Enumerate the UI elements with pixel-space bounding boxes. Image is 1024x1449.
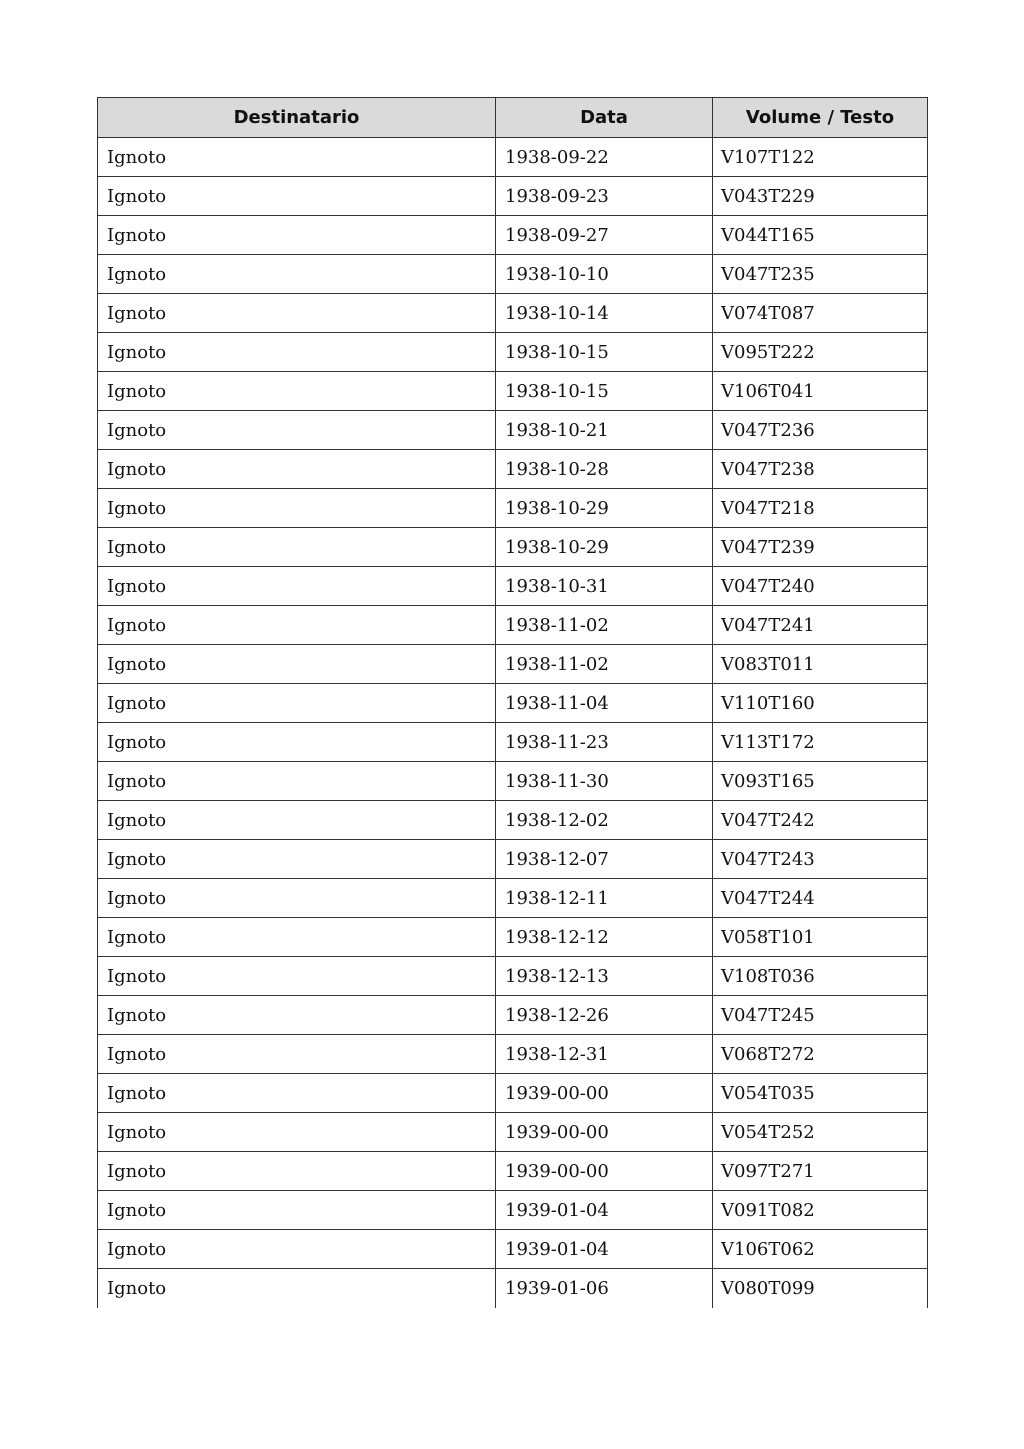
cell-data: 1938-09-27: [496, 216, 713, 255]
cell-destinatario: Ignoto: [98, 645, 496, 684]
table-row: [98, 528, 928, 567]
cell-volume-testo: V108T036: [713, 957, 928, 996]
cell-data: 1939-00-00: [496, 1152, 713, 1191]
cell-volume-testo: V047T242: [713, 801, 928, 840]
cell-volume-testo: V068T272: [713, 1035, 928, 1074]
cell-volume-testo: V110T160: [713, 684, 928, 723]
table-row: [98, 255, 928, 294]
table-row: [98, 411, 928, 450]
cell-destinatario: Ignoto: [98, 1230, 496, 1269]
cell-data: 1938-10-29: [496, 489, 713, 528]
cell-destinatario: Ignoto: [98, 957, 496, 996]
column-header-volume-testo: Volume / Testo: [713, 98, 928, 138]
cell-destinatario: Ignoto: [98, 216, 496, 255]
cell-data: 1938-10-31: [496, 567, 713, 606]
cell-destinatario: Ignoto: [98, 333, 496, 372]
cell-destinatario: Ignoto: [98, 606, 496, 645]
column-header-data: Data: [496, 98, 713, 138]
cell-data: 1938-10-21: [496, 411, 713, 450]
cell-volume-testo: V093T165: [713, 762, 928, 801]
cell-data: 1938-12-13: [496, 957, 713, 996]
cell-volume-testo: V106T041: [713, 372, 928, 411]
cell-volume-testo: V047T218: [713, 489, 928, 528]
cell-destinatario: Ignoto: [98, 411, 496, 450]
cell-volume-testo: V047T241: [713, 606, 928, 645]
table-row: [98, 1191, 928, 1230]
cell-destinatario: Ignoto: [98, 1152, 496, 1191]
cell-data: 1939-00-00: [496, 1113, 713, 1152]
cell-volume-testo: V074T087: [713, 294, 928, 333]
table-row: [98, 879, 928, 918]
cell-volume-testo: V047T236: [713, 411, 928, 450]
cell-volume-testo: V083T011: [713, 645, 928, 684]
table-row: [98, 684, 928, 723]
cell-volume-testo: V091T082: [713, 1191, 928, 1230]
cell-data: 1938-10-29: [496, 528, 713, 567]
cell-volume-testo: V047T244: [713, 879, 928, 918]
cell-data: 1938-12-31: [496, 1035, 713, 1074]
cell-destinatario: Ignoto: [98, 879, 496, 918]
cell-data: 1939-01-06: [496, 1269, 713, 1308]
table-row: [98, 1230, 928, 1269]
cell-volume-testo: V058T101: [713, 918, 928, 957]
cell-destinatario: Ignoto: [98, 684, 496, 723]
cell-volume-testo: V054T035: [713, 1074, 928, 1113]
cell-data: 1938-11-30: [496, 762, 713, 801]
table-row: [98, 1152, 928, 1191]
cell-destinatario: Ignoto: [98, 138, 496, 177]
table-row: [98, 996, 928, 1035]
cell-data: 1938-12-26: [496, 996, 713, 1035]
cell-data: 1938-12-02: [496, 801, 713, 840]
table-row: [98, 1074, 928, 1113]
table-row: [98, 1113, 928, 1152]
cell-data: 1938-10-28: [496, 450, 713, 489]
cell-volume-testo: V047T238: [713, 450, 928, 489]
table-header-row: [98, 98, 928, 138]
table-row: [98, 489, 928, 528]
cell-volume-testo: V047T245: [713, 996, 928, 1035]
cell-volume-testo: V095T222: [713, 333, 928, 372]
cell-data: 1938-09-23: [496, 177, 713, 216]
cell-data: 1938-11-04: [496, 684, 713, 723]
cell-volume-testo: V044T165: [713, 216, 928, 255]
cell-destinatario: Ignoto: [98, 1269, 496, 1308]
table-row: [98, 450, 928, 489]
cell-volume-testo: V047T235: [713, 255, 928, 294]
cell-destinatario: Ignoto: [98, 723, 496, 762]
cell-data: 1938-11-02: [496, 606, 713, 645]
cell-destinatario: Ignoto: [98, 489, 496, 528]
cell-volume-testo: V097T271: [713, 1152, 928, 1191]
column-header-destinatario: Destinatario: [98, 98, 496, 138]
letters-table: [97, 97, 928, 1308]
table-row: [98, 918, 928, 957]
table-row: [98, 216, 928, 255]
cell-destinatario: Ignoto: [98, 1191, 496, 1230]
cell-destinatario: Ignoto: [98, 801, 496, 840]
cell-destinatario: Ignoto: [98, 996, 496, 1035]
table-row: [98, 645, 928, 684]
table-body: [98, 138, 928, 1308]
cell-destinatario: Ignoto: [98, 255, 496, 294]
cell-destinatario: Ignoto: [98, 1074, 496, 1113]
cell-data: 1938-09-22: [496, 138, 713, 177]
cell-data: 1938-12-07: [496, 840, 713, 879]
table-row: [98, 606, 928, 645]
table-row: [98, 801, 928, 840]
cell-destinatario: Ignoto: [98, 450, 496, 489]
cell-destinatario: Ignoto: [98, 1035, 496, 1074]
cell-data: 1938-10-10: [496, 255, 713, 294]
cell-volume-testo: V106T062: [713, 1230, 928, 1269]
cell-volume-testo: V107T122: [713, 138, 928, 177]
table-row: [98, 723, 928, 762]
cell-destinatario: Ignoto: [98, 294, 496, 333]
table-row: [98, 294, 928, 333]
cell-volume-testo: V047T240: [713, 567, 928, 606]
cell-volume-testo: V043T229: [713, 177, 928, 216]
cell-data: 1938-12-11: [496, 879, 713, 918]
table-row: [98, 567, 928, 606]
table-row: [98, 1035, 928, 1074]
cell-data: 1939-01-04: [496, 1191, 713, 1230]
cell-destinatario: Ignoto: [98, 1113, 496, 1152]
cell-volume-testo: V047T243: [713, 840, 928, 879]
cell-data: 1938-10-15: [496, 333, 713, 372]
cell-data: 1938-10-15: [496, 372, 713, 411]
cell-destinatario: Ignoto: [98, 372, 496, 411]
cell-destinatario: Ignoto: [98, 567, 496, 606]
table-row: [98, 138, 928, 177]
cell-data: 1939-01-04: [496, 1230, 713, 1269]
table-row: [98, 177, 928, 216]
table-row: [98, 840, 928, 879]
cell-destinatario: Ignoto: [98, 177, 496, 216]
cell-volume-testo: V080T099: [713, 1269, 928, 1308]
cell-destinatario: Ignoto: [98, 840, 496, 879]
cell-destinatario: Ignoto: [98, 762, 496, 801]
cell-volume-testo: V047T239: [713, 528, 928, 567]
cell-data: 1938-12-12: [496, 918, 713, 957]
cell-volume-testo: V113T172: [713, 723, 928, 762]
table-row: [98, 372, 928, 411]
cell-volume-testo: V054T252: [713, 1113, 928, 1152]
table-row: [98, 333, 928, 372]
cell-destinatario: Ignoto: [98, 528, 496, 567]
cell-destinatario: Ignoto: [98, 918, 496, 957]
table-row: [98, 1269, 928, 1308]
table-row: [98, 762, 928, 801]
table-row: [98, 957, 928, 996]
cell-data: 1938-11-02: [496, 645, 713, 684]
cell-data: 1939-00-00: [496, 1074, 713, 1113]
cell-data: 1938-10-14: [496, 294, 713, 333]
cell-data: 1938-11-23: [496, 723, 713, 762]
